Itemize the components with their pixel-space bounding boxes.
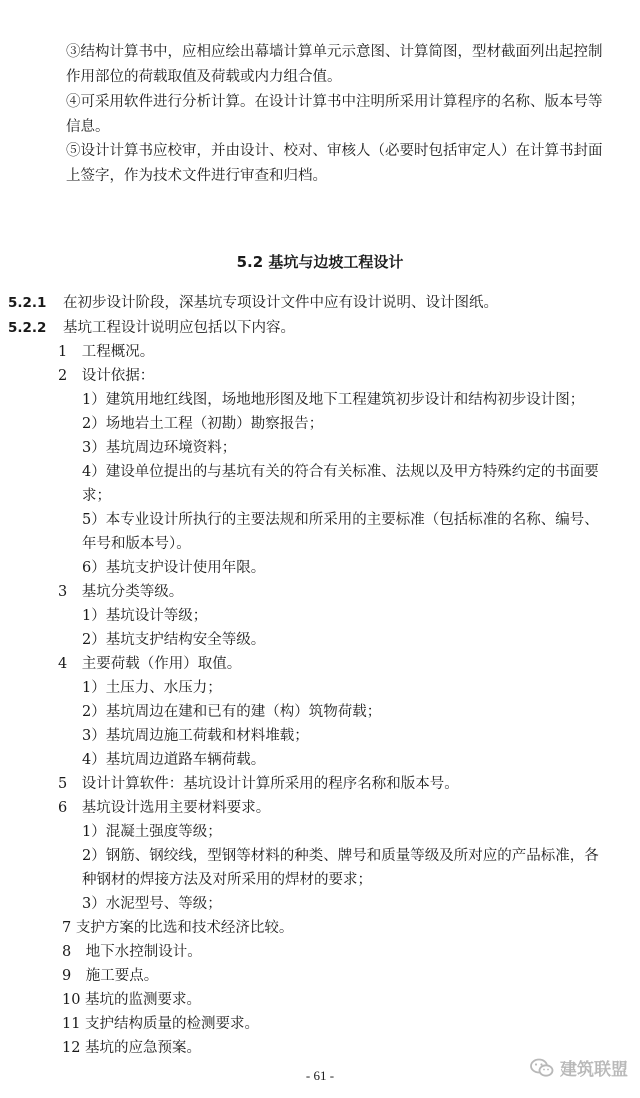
wechat-icon (530, 1058, 554, 1078)
list-item: 4 主要荷载（作用）取值。 (58, 656, 242, 672)
list-item: 5）本专业设计所执行的主要法规和所采用的主要标准（包括标准的名称、编号、 (82, 512, 599, 528)
paragraph-line: ⑤设计计算书应校审，并由设计、校对、审核人（必要时包括审定人）在计算书封面 (66, 143, 603, 159)
watermark-text: 建筑联盟 (560, 1060, 628, 1080)
list-item: 12 基坑的应急预案。 (62, 1040, 202, 1056)
list-item: 求； (82, 488, 111, 504)
clause-5-2-1 (8, 293, 498, 313)
list-item: 8 地下水控制设计。 (62, 944, 202, 960)
list-item: 9 施工要点。 (62, 968, 159, 984)
list-item: 11 支护结构质量的检测要求。 (62, 1016, 260, 1032)
clause-text: 基坑工程设计说明应包括以下内容。 (63, 320, 296, 336)
paragraph-line: 信息。 (66, 119, 110, 135)
list-item: 1）建筑用地红线图，场地地形图及地下工程建筑初步设计和结构初步设计图； (82, 392, 585, 408)
list-item: 1）土压力、水压力； (82, 680, 222, 696)
list-item: 6）基坑支护设计使用年限。 (82, 560, 266, 576)
list-item: 3）水泥型号、等级； (82, 896, 222, 912)
list-item: 3）基坑周边施工荷载和材料堆载； (82, 728, 309, 744)
list-item: 4）基坑周边道路车辆荷载。 (82, 752, 266, 768)
watermark (530, 1055, 628, 1080)
list-item: 3 基坑分类等级。 (58, 584, 184, 600)
list-item: 2）场地岩土工程（初勘）勘察报告； (82, 416, 324, 432)
section-heading: 5.2 基坑与边坡工程设计 (236, 253, 404, 271)
list-item: 种钢材的焊接方法及对所采用的焊材的要求； (82, 872, 372, 888)
paragraph-line: ④可采用软件进行分析计算。在设计计算书中注明所采用计算程序的名称、版本号等 (66, 94, 603, 110)
page-number: - 61 - (305, 1068, 335, 1083)
clause-number: 5.2.1 (8, 295, 47, 311)
list-item: 7 支护方案的比选和技术经济比较。 (62, 920, 294, 936)
clause-number: 5.2.2 (8, 320, 47, 336)
list-item: 2）钢筋、钢绞线，型钢等材料的种类、牌号和质量等级及所对应的产品标准，各 (82, 848, 599, 864)
clause-text: 在初步设计阶段，深基坑专项设计文件中应有设计说明、设计图纸。 (63, 295, 499, 311)
list-item: 2）基坑支护结构安全等级。 (82, 632, 266, 648)
list-item: 4）建设单位提出的与基坑有关的符合有关标准、法规以及甲方特殊约定的书面要 (82, 464, 599, 480)
list-item: 10 基坑的监测要求。 (62, 992, 202, 1008)
list-item: 1）混凝土强度等级； (82, 824, 222, 840)
list-item: 年号和版本号）。 (82, 536, 191, 552)
list-item: 1）基坑设计等级； (82, 608, 208, 624)
paragraph-line: ③结构计算书中，应相应绘出幕墙计算单元示意图、计算简图，型材截面列出起控制 (66, 44, 603, 60)
paragraph-line: 上签字，作为技术文件进行审查和归档。 (66, 168, 327, 184)
list-item: 1 工程概况。 (58, 344, 155, 360)
paragraph-line: 作用部位的荷载取值及荷载或内力组合值。 (66, 69, 342, 85)
list-item: 2）基坑周边在建和已有的建（构）筑物荷载； (82, 704, 382, 720)
list-item: 3）基坑周边环境资料； (82, 440, 237, 456)
list-item: 2 设计依据： (58, 368, 155, 384)
clause-5-2-2 (8, 318, 295, 338)
list-item: 6 基坑设计选用主要材料要求。 (58, 800, 271, 816)
list-item: 5 设计计算软件：基坑设计计算所采用的程序名称和版本号。 (58, 776, 459, 792)
